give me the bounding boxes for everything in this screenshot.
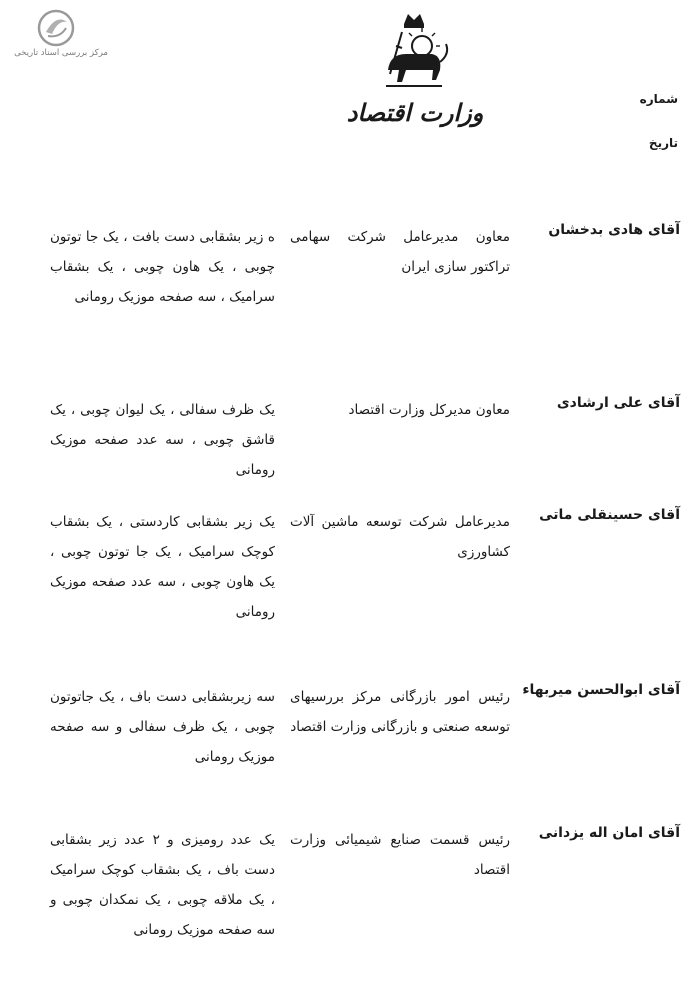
archive-watermark-text: مرکز بررسی اسناد تاریخی bbox=[14, 48, 108, 58]
recipient-name: آقای حسینقلی ماتی bbox=[539, 507, 680, 523]
archive-watermark bbox=[6, 6, 116, 62]
recipient-position: معاون مدیرعامل شرکت سهامی تراکتور سازی ایران bbox=[290, 229, 510, 275]
recipient-name: آقای علی ارشادی bbox=[556, 395, 680, 411]
date-field-label: تاریخ bbox=[648, 136, 678, 150]
number-field-label: شماره bbox=[639, 92, 678, 106]
recipient-position: رئیس امور بازرگانی مرکز بررسیهای توسعه صنعتی و بازرگانی وزارت اقتصاد bbox=[290, 689, 510, 735]
recipient-name: آقای امان اله یزدانی bbox=[538, 825, 680, 841]
lion-and-sun-emblem-icon bbox=[376, 10, 452, 90]
ministry-title: وزارت اقتصاد bbox=[346, 98, 484, 127]
recipient-name: آقای هادی بدخشان bbox=[548, 222, 680, 238]
gift-list: یک زیر بشقابی کاردستی ، یک بشقاب کوچک سرامیک ، یک جا توتون چوبی ، یک هاون چوبی ، سه عدد صفحه موزیک رومانی bbox=[50, 514, 275, 620]
recipient-position: رئیس قسمت صنایع شیمیائی وزارت اقتصاد bbox=[290, 832, 510, 878]
archive-logo-icon bbox=[36, 8, 76, 48]
gift-list: یک ظرف سفالی ، یک لیوان چوبی ، یک قاشق چوبی ، سه عدد صفحه موزیک رومانی bbox=[50, 402, 275, 478]
gift-list: ه زیر بشقابی دست بافت ، یک جا توتون چوبی ، یک هاون چوبی ، یک بشقاب سرامیک ، سه صفحه موزیک رومانی bbox=[50, 229, 275, 305]
recipient-position: مدیرعامل شرکت توسعه ماشین آلات کشاورزی bbox=[290, 514, 510, 560]
gift-list: سه زیربشقابی دست باف ، یک جاتوتون چوبی ، یک ظرف سفالی و سه صفحه موزیک رومانی bbox=[50, 689, 275, 765]
recipient-position: معاون مدیرکل وزارت اقتصاد bbox=[348, 402, 510, 418]
recipient-name: آقای ابوالحسن میربهاء bbox=[522, 682, 680, 698]
gift-list: یک عدد رومیزی و ۲ عدد زیر بشقابی دست باف ، یک بشقاب کوچک سرامیک ، یک ملاقه چوبی ، یک نمکدان چوبی و سه صفحه موزیک رومانی bbox=[50, 832, 275, 938]
